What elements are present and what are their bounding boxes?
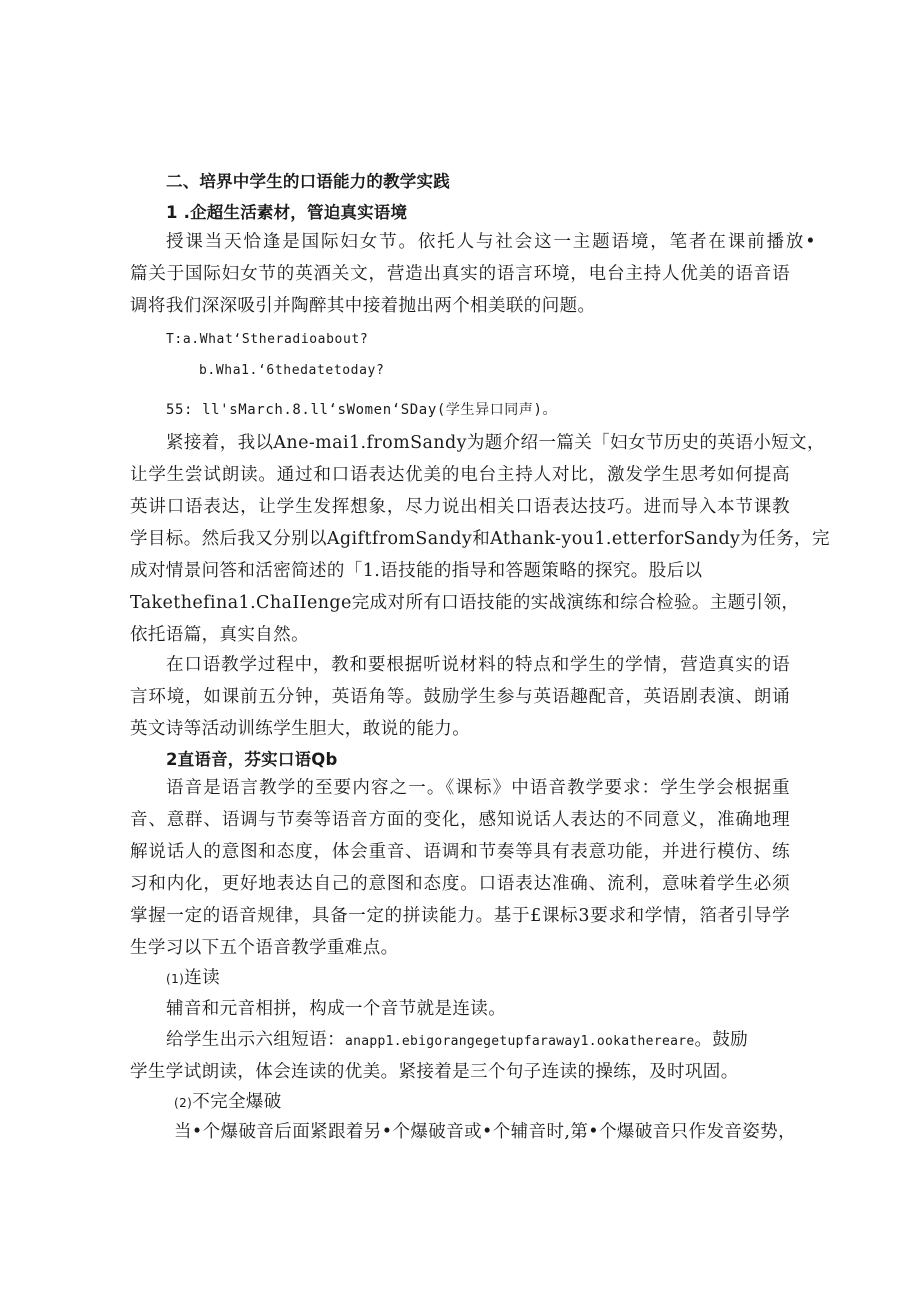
paragraph-2-line-2: 让学生尝试朗读。通过和口语表达优美的电台主持人对比，激发学生思考如何提高 <box>130 465 790 485</box>
section-heading: 二、培界中学生的口语能力的教学实践 <box>166 172 450 191</box>
paragraph-4-line-4: 习和内化，更好地表达自己的意图和态度。口语表达准确、流利，意味着学生必须 <box>130 874 790 894</box>
paragraph-4-line-2: 音、意群、语调与节奏等语音方面的变化，感知说话人表达的不同意义，准确地理 <box>130 810 790 830</box>
list-item-1-number: (1) <box>166 972 185 986</box>
paragraph-2-line-4: 学目标。然后我又分别以AgiftfromSandy和Athank-you1.etterforSandy为任务，完 <box>130 529 830 549</box>
list-item-1-title: 连读 <box>184 968 221 988</box>
paragraph-2-line-1: 紧接着，我以Ane-mai1.fromSandy为题介绍一篇关「妇女节历史的英语小短文， <box>166 433 825 453</box>
paragraph-3-line-3: 英文诗等活动训练学生胆大，敢说的能力。 <box>130 719 471 739</box>
paragraph-2-line-5: 成对情景问答和活密简述的「1.语技能的指导和答题策略的探究。股后以 <box>130 561 703 581</box>
paragraph-4-line-5: 掌握一定的语音规律，具备一定的拼读能力。基于£课标3要求和学情，箔者引导学 <box>130 906 790 926</box>
subsection-heading-2: 2直语音，芬实口语Qb <box>166 750 338 769</box>
paragraph-6-tail: 。鼓励 <box>694 1030 749 1050</box>
paragraph-6-line-1 <box>166 1028 836 1054</box>
paragraph-6-line-2: 学生学试朗读，体会连读的优美。紧接着是三个句子连读的操练，及时巩固。 <box>130 1062 739 1082</box>
dialogue-answer: 55: ll'sMarch.8.ll‘sWomen‘SDay(学生异口同声)。 <box>166 402 558 418</box>
list-item-2-number: (2) <box>174 1096 193 1110</box>
paragraph-2-line-6: Takethefina1.ChaIIenge完成对所有口语技能的实战演练和综合检验。主题引领， <box>130 593 800 613</box>
paragraph-6-intro: 给学生出示六组短语： <box>166 1030 345 1050</box>
paragraph-3-line-2: 言环境，如课前五分钟，英语角等。鼓励学生参与英语趣配音，英语剧表演、朗诵 <box>130 687 790 707</box>
dialogue-question-b: b.Wha1.‘6thedatetoday? <box>199 363 385 378</box>
paragraph-1-line-3: 调将我们深深吸引并陶醉其中接着抛出两个相美联的问题。 <box>130 296 596 316</box>
paragraph-4-line-6: 生学习以下五个语音教学重难点。 <box>130 938 399 958</box>
list-item-1-heading <box>166 966 836 991</box>
list-item-2-title: 不完全爆破 <box>192 1092 282 1112</box>
paragraph-2-line-7: 依托语篇，真实自然。 <box>130 625 309 645</box>
paragraph-4-line-3: 解说话人的意图和态度，体会重音、语调和节奏等具有表意功能，并进行模仿、练 <box>130 842 790 862</box>
paragraph-4-line-1: 语音是语言教学的至要内容之一。《课标》中语音教学要求：学生学会根据重 <box>166 778 790 798</box>
paragraph-7-line-1: 当•个爆破音后面紧跟着另•个爆破音或•个辅音时,第•个爆破音只作发音姿势， <box>174 1122 796 1142</box>
phrase-list: anapp1.ebigorangegetupfaraway1.ookathereare <box>345 1034 695 1049</box>
subsection-heading-1: 1 .企超生活素材，管迫真实语境 <box>166 203 408 222</box>
list-item-2-heading <box>174 1090 844 1115</box>
paragraph-2-line-3: 英讲口语表达，让学生发挥想象，尽力说出相关口语表达技巧。进而导入本节课教 <box>130 497 790 517</box>
paragraph-5-line-1: 辅音和元音相拼，构成一个音节就是连读。 <box>166 999 507 1019</box>
dialogue-question-a: T:a.What‘Stheradioabout? <box>166 332 369 347</box>
paragraph-3-line-1: 在口语教学过程中，教和要根据听说材料的特点和学生的学情，营造真实的语 <box>166 655 790 675</box>
paragraph-1-line-1: 授课当天恰逢是国际妇女节。依托人与社会这一主题语境，笔者在课前播放• <box>166 232 816 252</box>
paragraph-1-line-2: 篇关于国际妇女节的英酒关文，营造出真实的语言环境，电台主持人优美的语音语 <box>130 264 790 284</box>
